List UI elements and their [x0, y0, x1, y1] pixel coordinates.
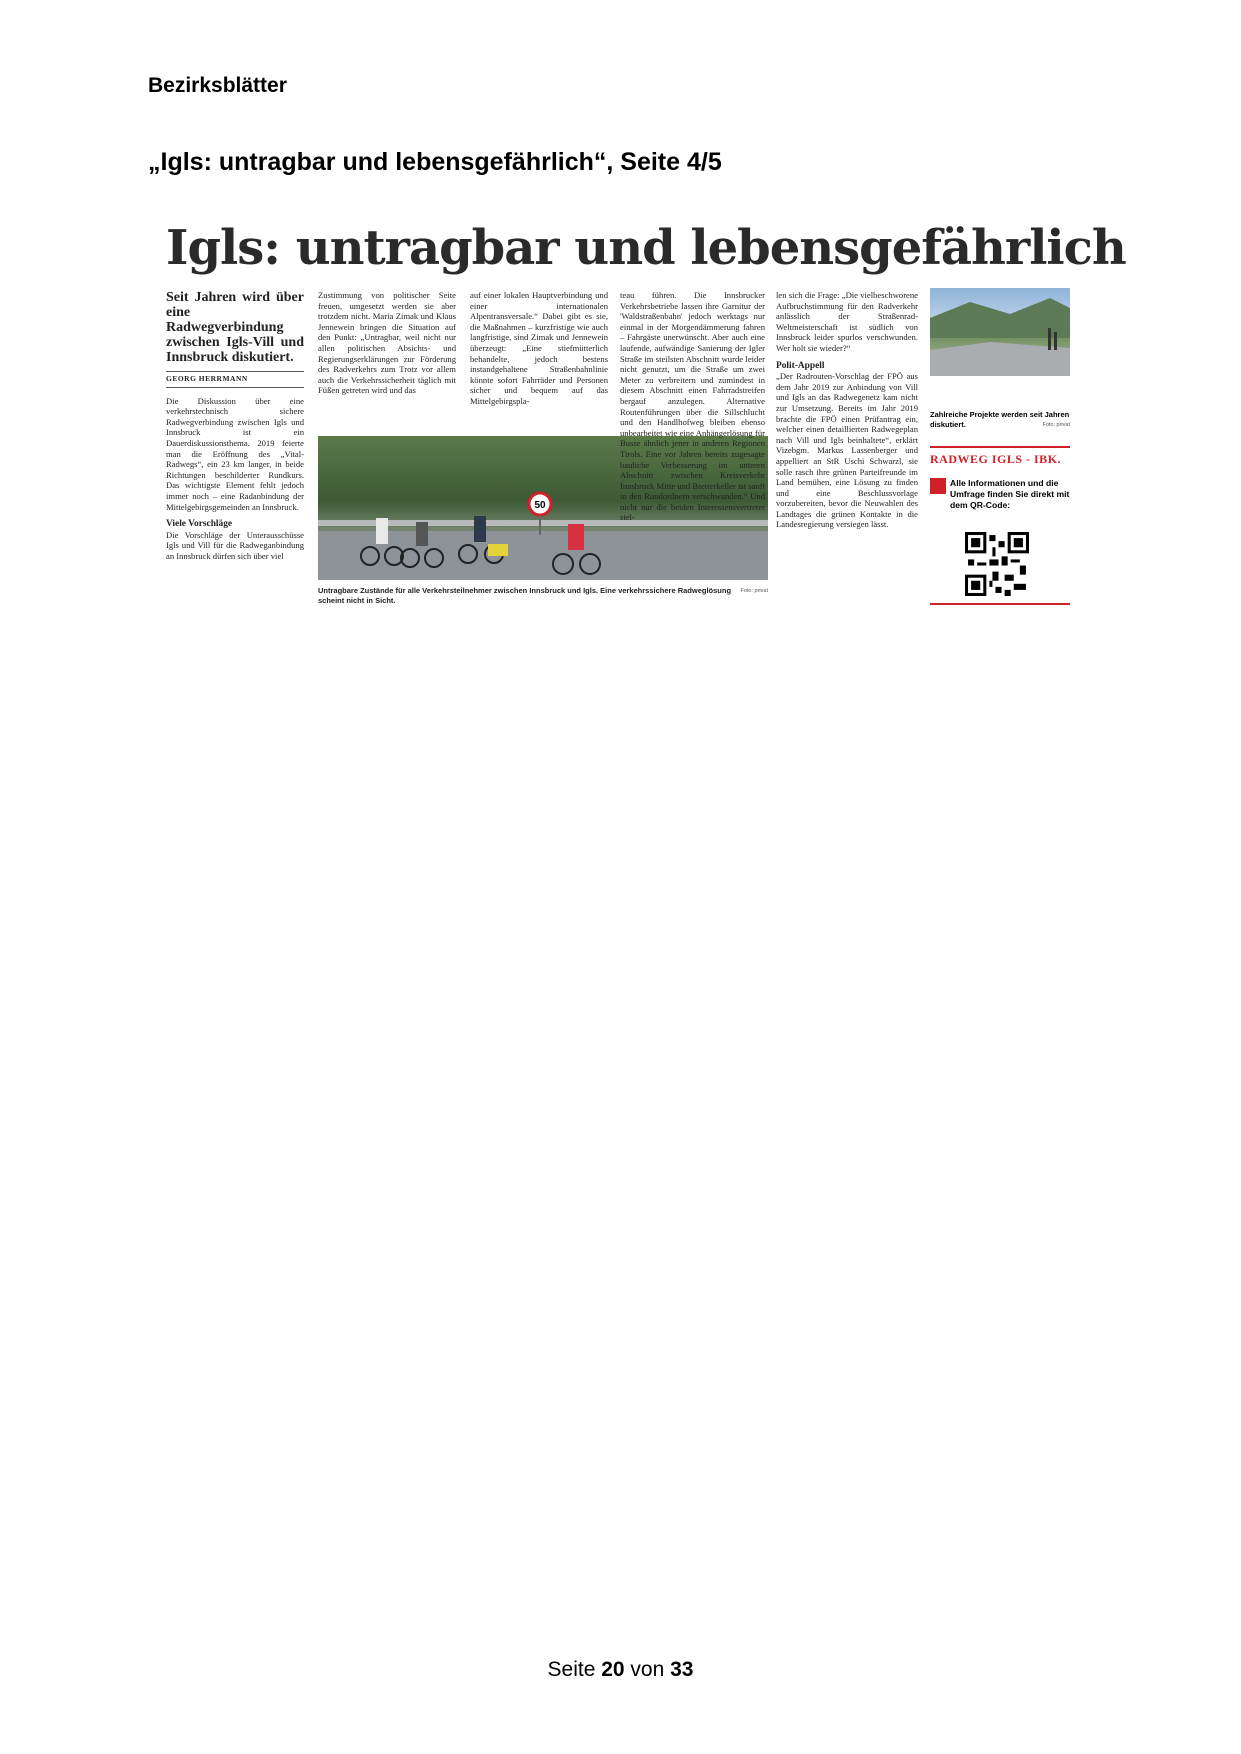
photo-caption-text: Untragbare Zustände für alle Verkehrsteilnehmer zwischen Innsbruck und Igls. Eine verkehrssichere Radweglösung scheint nicht in Sicht.	[318, 586, 732, 605]
photo-credit: Foto: privat	[740, 588, 768, 594]
article-text-1b: Die Vorschläge der Unterausschüsse Igls und Vill für die Radweganbindung an Innsbruck dürfen sich über viel	[166, 529, 304, 561]
page-number	[0, 1658, 1241, 1682]
document-title: „Igls: untragbar und lebensgefährlich“, Seite 4/5	[148, 148, 722, 176]
box-bottom-rule	[930, 603, 1070, 605]
article-text-3: auf einer lokalen Hauptverbindung und einer internationalen Alpentransversale.“ Dabei gibt es sie, die Maßnahmen – kurzfristige wie auch langfristige, sind Zimak und Jennewein überzeugt: „Eine stiefmütterlich behandelte, jedoch bestens instandgehaltene Straßenbahnlinie könnte sofort Fahrräder und Personen sicher und bequem auf das Mittelgebirgspla-	[470, 290, 608, 406]
road-photo	[930, 288, 1070, 376]
article-text-5a: len sich die Frage: „Die vielbeschworene Aufbruchstimmung für den Radverkehr anlässlich der Straßenrad-Weltmeisterschaft ist südlich von Innsbruck leider spurlos verschwunden. Wer holt sie wieder?“	[776, 290, 918, 353]
article-column-2	[318, 290, 456, 432]
subheading-1: Viele Vorschläge	[166, 519, 233, 530]
side-photo-caption	[930, 410, 1070, 430]
box-top-rule	[930, 446, 1070, 448]
article-author: GEORG HERRMANN	[166, 371, 304, 388]
speed-limit-sign: 50	[534, 500, 546, 511]
current-page: 20	[601, 1658, 625, 1681]
newspaper-logo-icon	[930, 478, 946, 494]
article-column-5	[776, 290, 918, 612]
article-column-4	[620, 290, 765, 612]
page-label-middle: von	[624, 1658, 671, 1681]
article-lead: Seit Jahren wird über eine Radwegverbindung zwischen Igls-Vill und Innsbruck diskutiert.	[166, 290, 304, 365]
section-label: Bezirksblätter	[148, 74, 287, 97]
subheading-2: Polit-Appell	[776, 360, 825, 371]
newspaper-clipping	[160, 220, 1126, 613]
page-label-prefix: Seite	[547, 1658, 602, 1681]
qr-code-icon[interactable]	[965, 532, 1029, 596]
article-column-3	[470, 290, 608, 432]
article-text-4: teau führen. Die Innsbrucker Verkehrsbetriebe lassen ihre Garnitur der 'Waldstraßenbahn' jedoch werktags nur einmal in der Morgendämmerung fahren – Fahrgäste unerwünscht. Aber auch eine laufende, aufwändige Sanierung der Igler Straße im steilsten Abschnitt wurde leider nicht genutzt, um die Straße um zwei Meter zu verbreitern und zumindest in diesem Abschnitt einen Fahrradstreifen bergauf anzulegen. Alternative Routenführungen über die Sillschlucht und den Handlhofweg bleiben ebenso unbearbeitet wie eine Anhängerlösung für Busse ähnlich jener in anderen Regionen Tirols. Eine vor Jahren bereits zugesagte bauliche Verbesserung im unteren Abschnitt zwischen Kreisverkehr Innsbruck Mitte und Bretterkeller ist sanft in den Rundordnern verschwunden.“ Und nicht nur die beiden Interessensvertreter stel-	[620, 290, 765, 523]
info-box-title: RADWEG IGLS - IBK.	[930, 452, 1062, 466]
side-photo-credit: Foto: privat	[1042, 422, 1070, 428]
article-column-1	[166, 290, 304, 610]
total-pages: 33	[670, 1658, 694, 1681]
side-caption-text: Zahlreiche Projekte werden seit Jahren diskutiert.	[930, 410, 1070, 429]
article-text-5b: „Der Radrouten-Vorschlag der FPÖ aus dem Jahr 2019 zur Anbindung von Vill und Igls an das Radwegenetz kam nicht zur Umsetzung. Bereits im Jahr 2019 brachte die FPÖ einen Prüfantrag ein, welcher einen detaillierten Radwegeplan nach Vill und Igls beinhaltete“, erklärt Vizebgm. Markus Lassenberger und appelliert an StR Uschi Schwarzl, sie solle rasch ihre grünen Parteifreunde im Land bemühen, eine Lösung zu finden und eine Beschlussvorlage vorzubereiten, bevor die Neuwahlen des Landtages die grünen Kontakte in die Landesregierung versiegen lässt.	[776, 371, 918, 530]
article-text-2: Zustimmung von politischer Seite freuen, umgesetzt werden sie aber trotzdem nicht. Maria Zimak und Klaus Jennewein bringen die Situation auf den Punkt: „Untragbar, weil nicht nur allen politischen Absichts- und Regierungserklärungen zur Förderung des Radverkehrs zum Trotz vor allem auch die Verkehrssicherheit täglich mit Füßen getreten wird und das	[318, 290, 456, 396]
road-illustration	[930, 288, 1070, 376]
article-headline: Igls: untragbar und lebensgefährlich	[166, 220, 1126, 276]
article-text-1: Die Diskussion über eine verkehrstechnisch sichere Radwegverbindung zwischen Igls und Innsbruck ist ein Dauerdiskussionsthema. 2019 feierte man die Eröffnung des „Vital-Radwegs“, ein 23 km langer, in beide Richtungen beschilderter Rundkurs. Das wichtigste Element fehlt jedoch immer noch – eine Radanbindung der Mittelgebirgsgemeinden an Innsbruck.	[166, 395, 304, 512]
info-box-text: Alle Informationen und die Umfrage finden Sie direkt mit dem QR-Code:	[950, 478, 1070, 510]
